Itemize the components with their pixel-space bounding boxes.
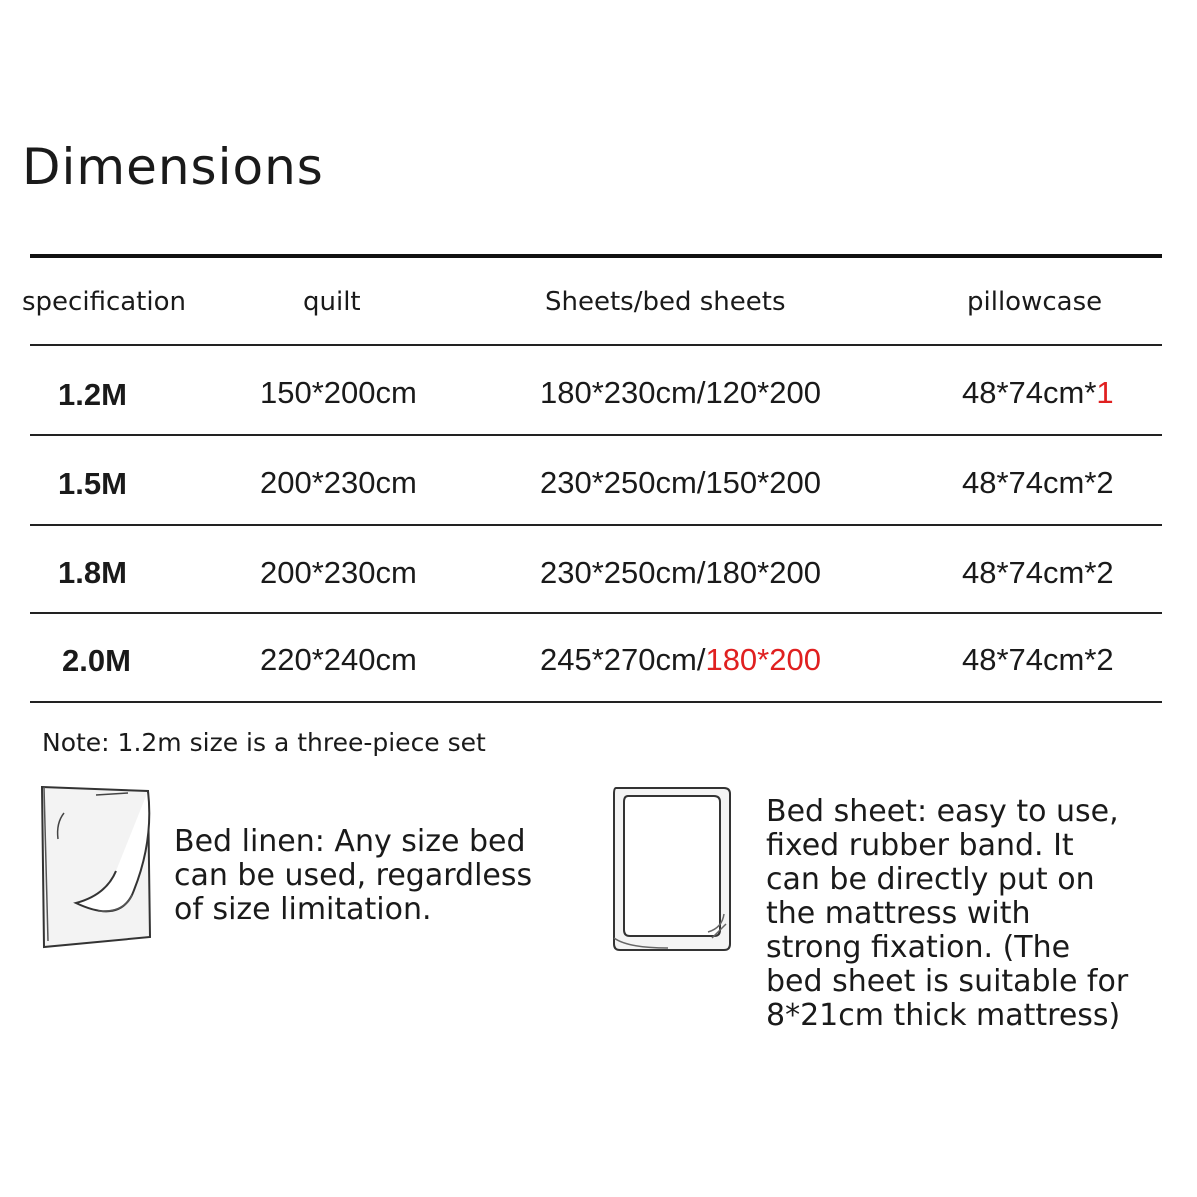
column-header-sheets: Sheets/bed sheets: [545, 287, 786, 317]
table-row-spec: 1.5M: [58, 466, 127, 501]
sheet-description: Bed sheet: easy to use, fixed rubber band. It can be directly put on the mattress with strong fixation. (The bed sheet is suitable for 8*21cm thick mattress): [766, 794, 1129, 1033]
table-row-sheets: 230*250cm/180*200: [540, 555, 821, 590]
table-row-sheets: 180*230cm/120*200: [540, 375, 821, 410]
folded-linen-icon: [36, 783, 156, 955]
table-row-quilt: 220*240cm: [260, 642, 417, 677]
table-row-pillowcase: 48*74cm*1: [962, 375, 1114, 410]
linen-description: Bed linen: Any size bed can be used, regardless of size limitation.: [174, 824, 533, 927]
table-row-spec: 2.0M: [62, 643, 131, 678]
table-bottom-rule: [30, 701, 1162, 703]
table-row-spec: 1.8M: [58, 555, 127, 590]
table-row-quilt: 200*230cm: [260, 555, 417, 590]
table-row-pillowcase: 48*74cm*2: [962, 642, 1114, 677]
table-row-quilt: 150*200cm: [260, 375, 417, 410]
column-header-specification: specification: [22, 287, 186, 317]
table-divider: [30, 612, 1162, 614]
table-divider: [30, 344, 1162, 346]
table-row-spec: 1.2M: [58, 377, 127, 412]
table-divider: [30, 524, 1162, 526]
table-row-sheets: 230*250cm/150*200: [540, 465, 821, 500]
size-note: Note: 1.2m size is a three-piece set: [42, 728, 486, 757]
page-title: Dimensions: [22, 138, 324, 196]
table-row-sheets: 245*270cm/180*200: [540, 642, 821, 677]
table-divider: [30, 434, 1162, 436]
column-header-quilt: quilt: [303, 287, 361, 317]
column-header-pillowcase: pillowcase: [967, 287, 1103, 317]
table-row-pillowcase: 48*74cm*2: [962, 465, 1114, 500]
header-top-rule: [30, 254, 1162, 258]
fitted-sheet-icon: [608, 782, 734, 956]
table-row-pillowcase: 48*74cm*2: [962, 555, 1114, 590]
table-row-quilt: 200*230cm: [260, 465, 417, 500]
